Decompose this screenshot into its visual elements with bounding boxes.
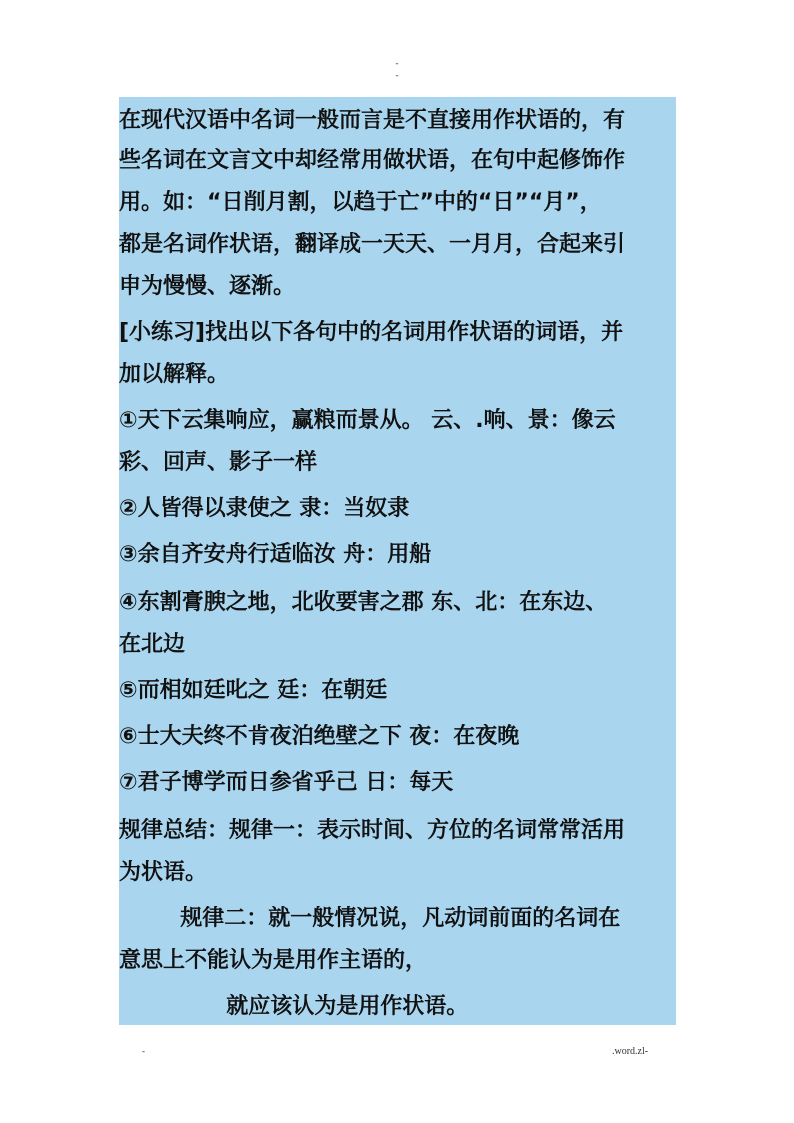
text-line: 规律总结：规律一：表示时间、方位的名词常常活用	[119, 818, 626, 843]
text-line: 用。如：“日削月割，以趋于亡”中的“日”“月”，	[119, 190, 602, 215]
header-mark-bottom: -	[395, 70, 399, 80]
text-line: ⑤而相如廷叱之 廷：在朝廷	[119, 678, 388, 703]
text-line: 都是名词作状语，翻译成一天天、一月月，合起来引	[119, 232, 626, 257]
text-line: 在北边	[119, 632, 186, 657]
text-line: 为状语。	[119, 860, 208, 885]
text-line: [小练习]找出以下各句中的名词用作状语的词语，并	[119, 320, 624, 345]
text-line: ②人皆得以隶使之 隶：当奴隶	[119, 496, 410, 521]
text-line: 加以解释。	[119, 362, 230, 387]
text-line: ③余自齐安舟行适临汝 舟：用船	[119, 542, 432, 567]
content-block	[119, 97, 676, 1025]
text-line: 就应该认为是用作状语。	[119, 994, 469, 1019]
text-line: 意思上不能认为是用作主语的，	[119, 948, 428, 973]
text-line: 规律二：就一般情况说，凡动词前面的名词在	[119, 906, 621, 931]
text-line: 在现代汉语中名词一般而言是不直接用作状语的，有	[119, 108, 626, 133]
footer-right-text: .word.zl-	[612, 1046, 649, 1057]
text-line: 些名词在文言文中却经常用做状语，在句中起修饰作	[119, 148, 626, 173]
text-line: ⑦君子博学而日参省乎己 日：每天	[119, 770, 454, 795]
footer-left-mark: -	[142, 1046, 145, 1056]
text-line: 申为慢慢、逐渐。	[119, 274, 296, 299]
text-line: ①天下云集响应，赢粮而景从。 云、.响、景：像云	[119, 408, 616, 433]
header-mark-top: -	[395, 58, 399, 68]
text-line: ⑥士大夫终不肯夜泊绝壁之下 夜：在夜晚	[119, 724, 520, 749]
text-line: ④东割膏腴之地，北收要害之郡 东、北：在东边、	[119, 590, 608, 615]
text-line: 彩、回声、影子一样	[119, 450, 318, 475]
